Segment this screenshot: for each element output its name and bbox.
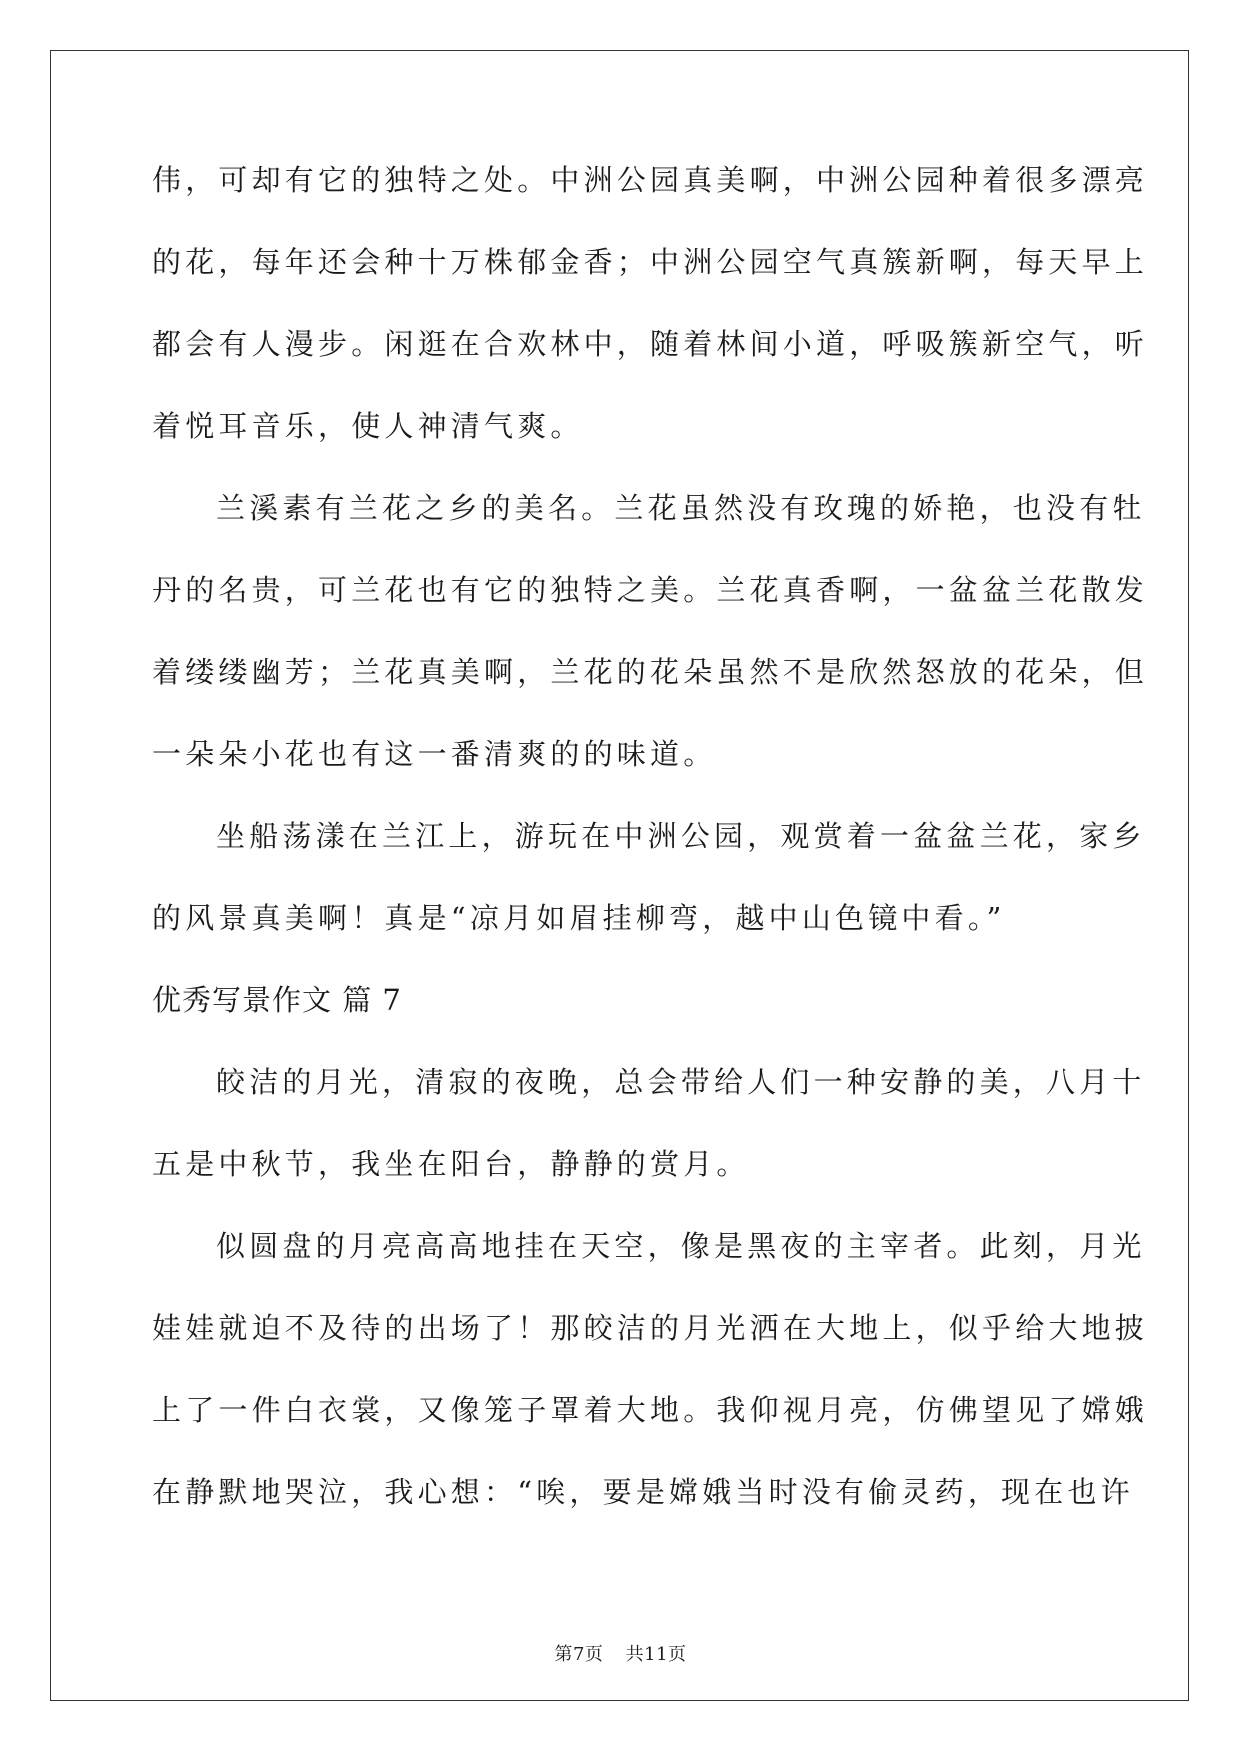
section-heading: 优秀写景作文 篇 7 — [152, 983, 402, 1017]
text-line: 着缕缕幽芳；兰花真美啊，兰花的花朵虽然不是欣然怒放的花朵，但 — [152, 655, 1149, 689]
paragraph-first-line: 坐船荡漾在兰江上，游玩在中洲公园，观赏着一盆盆兰花，家乡 — [216, 819, 1146, 853]
paragraph-first-line: 兰溪素有兰花之乡的美名。兰花虽然没有玫瑰的娇艳，也没有牡 — [216, 491, 1146, 525]
document-body — [152, 160, 1149, 1554]
text-line: 的花，每年还会种十万株郁金香；中洲公园空气真簇新啊，每天早上 — [152, 245, 1149, 279]
paragraph-first-line: 皎洁的月光，清寂的夜晚，总会带给人们一种安静的美，八月十 — [216, 1065, 1146, 1099]
text-line: 上了一件白衣裳，又像笼子罩着大地。我仰视月亮，仿佛望见了嫦娥 — [152, 1393, 1149, 1427]
text-line: 伟，可却有它的独特之处。中洲公园真美啊，中洲公园种着很多漂亮 — [152, 163, 1149, 197]
text-line: 一朵朵小花也有这一番清爽的的味道。 — [152, 737, 717, 771]
page-total: 共11页 — [625, 1644, 687, 1665]
page-number: 第7页 — [554, 1644, 604, 1665]
paragraph-first-line: 似圆盘的月亮高高地挂在天空，像是黑夜的主宰者。此刻，月光 — [216, 1229, 1146, 1263]
text-line: 丹的名贵，可兰花也有它的独特之美。兰花真香啊，一盆盆兰花散发 — [152, 573, 1149, 607]
text-line: 五是中秋节，我坐在阳台，静静的赏月。 — [152, 1147, 750, 1181]
text-line: 都会有人漫步。闲逛在合欢林中，随着林间小道，呼吸簇新空气，听 — [152, 327, 1149, 361]
text-line: 的风景真美啊！真是“凉月如眉挂柳弯，越中山色镜中看。” — [152, 901, 1006, 935]
text-line: 在静默地哭泣，我心想：“唉，要是嫦娥当时没有偷灵药，现在也许 — [152, 1475, 1134, 1509]
text-line: 着悦耳音乐，使人神清气爽。 — [152, 409, 584, 443]
page-footer — [0, 1640, 1241, 1666]
text-line: 娃娃就迫不及待的出场了！那皎洁的月光洒在大地上，似乎给大地披 — [152, 1311, 1149, 1345]
